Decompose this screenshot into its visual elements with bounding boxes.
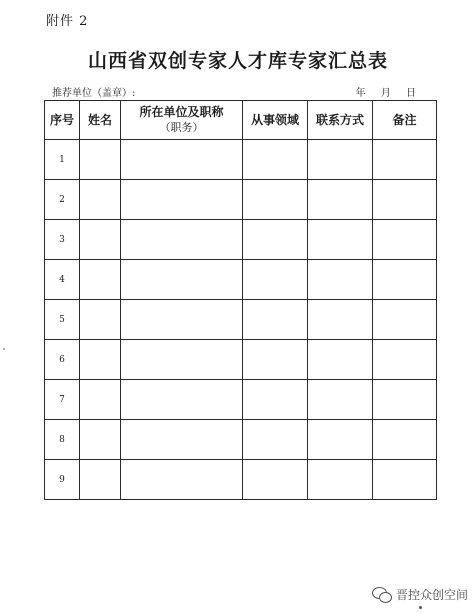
row-number: 4 bbox=[45, 260, 80, 300]
unit-title-cell[interactable] bbox=[121, 420, 243, 460]
date-line bbox=[344, 84, 416, 99]
remark-cell[interactable] bbox=[373, 460, 437, 500]
unit-title-cell[interactable] bbox=[121, 300, 243, 340]
table-body bbox=[45, 140, 437, 500]
contact-cell[interactable] bbox=[308, 180, 373, 220]
table-row bbox=[45, 220, 437, 260]
table-row bbox=[45, 300, 437, 340]
contact-cell[interactable] bbox=[308, 340, 373, 380]
header-no: 序号 bbox=[45, 101, 80, 140]
date-year: 年 bbox=[355, 88, 366, 99]
name-cell[interactable] bbox=[80, 420, 121, 460]
contact-cell[interactable] bbox=[308, 140, 373, 180]
row-number: 9 bbox=[45, 460, 80, 500]
header-remark: 备注 bbox=[373, 101, 437, 140]
recommender-label: 推荐单位（盖章）: bbox=[52, 88, 136, 99]
header-contact: 联系方式 bbox=[308, 101, 373, 140]
remark-cell[interactable] bbox=[373, 260, 437, 300]
table-row bbox=[45, 140, 437, 180]
name-cell[interactable] bbox=[80, 260, 121, 300]
row-number: 2 bbox=[45, 180, 80, 220]
name-cell[interactable] bbox=[80, 380, 121, 420]
field-cell[interactable] bbox=[243, 380, 308, 420]
row-number: 6 bbox=[45, 340, 80, 380]
name-cell[interactable] bbox=[80, 300, 121, 340]
table-row bbox=[45, 260, 437, 300]
row-number: 7 bbox=[45, 380, 80, 420]
header-name: 姓名 bbox=[80, 101, 121, 140]
contact-cell[interactable] bbox=[308, 300, 373, 340]
unit-title-cell[interactable] bbox=[121, 380, 243, 420]
watermark-text: 晋控众创空间 bbox=[395, 588, 468, 602]
field-cell[interactable] bbox=[243, 220, 308, 260]
table-header-row bbox=[45, 101, 437, 140]
unit-title-cell[interactable] bbox=[121, 340, 243, 380]
contact-cell[interactable] bbox=[308, 460, 373, 500]
name-cell[interactable] bbox=[80, 340, 121, 380]
field-cell[interactable] bbox=[243, 460, 308, 500]
header-unit-title-main: 所在单位及职称 bbox=[139, 105, 224, 119]
row-number: 3 bbox=[45, 220, 80, 260]
header-unit-title bbox=[121, 101, 243, 140]
unit-title-cell[interactable] bbox=[121, 460, 243, 500]
expert-summary-table bbox=[44, 100, 437, 500]
table-row bbox=[45, 420, 437, 460]
remark-cell[interactable] bbox=[373, 340, 437, 380]
scan-speck bbox=[3, 348, 5, 350]
name-cell[interactable] bbox=[80, 140, 121, 180]
field-cell[interactable] bbox=[243, 300, 308, 340]
unit-title-cell[interactable] bbox=[121, 140, 243, 180]
table-row bbox=[45, 340, 437, 380]
unit-title-cell[interactable] bbox=[121, 220, 243, 260]
row-number: 8 bbox=[45, 420, 80, 460]
row-number: 1 bbox=[45, 140, 80, 180]
contact-cell[interactable] bbox=[308, 380, 373, 420]
unit-title-cell[interactable] bbox=[121, 180, 243, 220]
field-cell[interactable] bbox=[243, 260, 308, 300]
name-cell[interactable] bbox=[80, 220, 121, 260]
row-number: 5 bbox=[45, 300, 80, 340]
remark-cell[interactable] bbox=[373, 220, 437, 260]
table-row bbox=[45, 180, 437, 220]
table-row bbox=[45, 460, 437, 500]
remark-cell[interactable] bbox=[373, 300, 437, 340]
page-title: 山西省双创专家人才库专家汇总表 bbox=[87, 50, 388, 72]
header-unit-title-sub: （职务） bbox=[159, 121, 204, 134]
date-day: 日 bbox=[406, 88, 416, 99]
remark-cell[interactable] bbox=[373, 140, 437, 180]
attachment-label: 附件 2 bbox=[46, 14, 89, 29]
wechat-icon bbox=[372, 587, 392, 603]
field-cell[interactable] bbox=[243, 180, 308, 220]
header-field: 从事领域 bbox=[243, 101, 308, 140]
table-row bbox=[45, 380, 437, 420]
date-month: 月 bbox=[380, 88, 391, 99]
remark-cell[interactable] bbox=[373, 180, 437, 220]
name-cell[interactable] bbox=[80, 180, 121, 220]
meta-row bbox=[52, 84, 430, 98]
field-cell[interactable] bbox=[243, 140, 308, 180]
remark-cell[interactable] bbox=[373, 420, 437, 460]
contact-cell[interactable] bbox=[308, 420, 373, 460]
remark-cell[interactable] bbox=[373, 380, 437, 420]
name-cell[interactable] bbox=[80, 460, 121, 500]
unit-title-cell[interactable] bbox=[121, 260, 243, 300]
watermark bbox=[372, 586, 468, 603]
field-cell[interactable] bbox=[243, 340, 308, 380]
field-cell[interactable] bbox=[243, 420, 308, 460]
watermark-dot bbox=[419, 606, 422, 609]
contact-cell[interactable] bbox=[308, 260, 373, 300]
contact-cell[interactable] bbox=[308, 220, 373, 260]
